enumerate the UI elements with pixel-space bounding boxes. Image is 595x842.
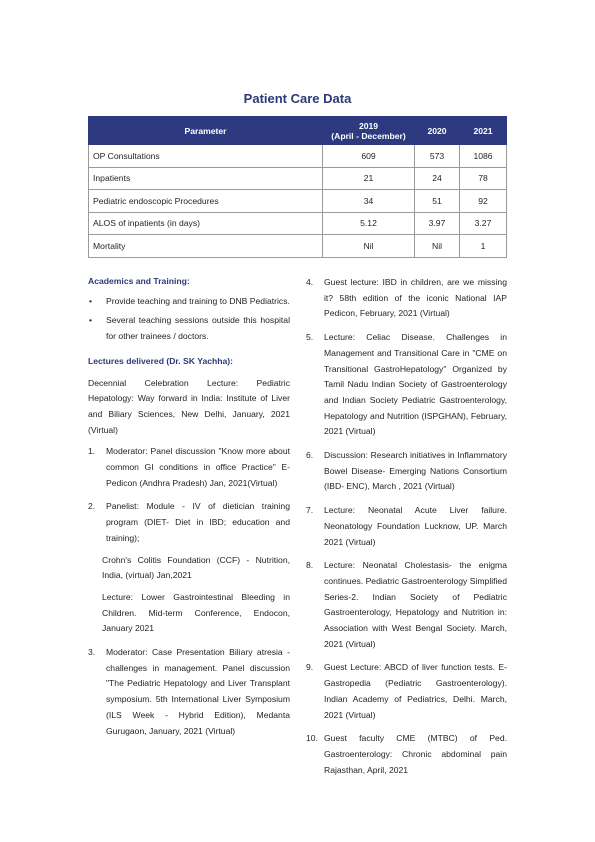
header-2019-range: (April - December) [331,130,406,141]
item-number: 9. [306,662,314,673]
list-item [306,448,507,495]
header-2019-year: 2019 [358,120,379,131]
item-number: 1. [88,446,96,457]
bullet-text: Provide teaching and training to DNB Pediatrics. [106,295,290,306]
item-number: 7. [306,505,314,516]
table-row [89,167,507,190]
item-text: Moderator: Case Presentation Biliary atresia - challenges in management. Panel discussion "The Pediatric Hepatology and Liver Transplant symposium. 5th International Liver Symposium (ILS Week - Hybrid Edition), Medanta Gurugaon, January, 2021 (Virtual) [106,647,290,736]
list-item [306,503,507,550]
item-sub-text: Lecture: Lower Gastrointestinal Bleeding in Children. Mid-term Conference, Endocon, January 2021 [102,591,290,634]
table-row [89,145,507,168]
cell-value: 92 [460,190,507,213]
header-2020: 2020 [415,117,460,145]
left-column [88,274,290,739]
item-sub-text: Crohn's Colitis Foundation (CCF) - Nutrition, India, (virtual) Jan,2021 [102,554,290,581]
item-text: Lecture: Neonatal Acute Liver failure. Neonatology Foundation Lucknow, UP. March 2021 (Virtual) [324,505,507,547]
item-number: 10. [306,733,318,744]
item-number: 2. [88,501,96,512]
academics-heading: Academics and Training: [88,276,190,286]
item-text: Panelist: Module - IV of dietician training program (DIET- Diet in IBD; education and training); [106,501,290,543]
cell-parameter: Inpatients [89,167,323,190]
lectures-intro: Decennial Celebration Lecture: Pediatric Hepatology: Way forward in India: Institute of Liver and Biliary Sciences, New Delhi, January, 2021 (Virtual) [88,377,290,435]
cell-parameter: OP Consultations [89,145,323,168]
item-text: Lecture: Neonatal Cholestasis- the enigma continues. Pediatric Gastroenterology Simplified Series-2. Indian Society of Pediatric Gastroenterology, Hepatology and Nutrition in: Association with West Bengal Society. March, 2021 (Virtual) [324,560,507,649]
list-item [306,275,507,322]
item-text: Lecture: Celiac Disease. Challenges in Management and Transitional Care in "CME on Transitional GastroHepatology" Organized by Tamil Nadu Indian Society of Gastroenterology and Indian Society Pediatric Gastroenterology, Hepatology and Nutrition (ISPGHAN), February, 2021 (Virtual) [324,332,507,437]
cell-value: Nil [323,235,415,258]
list-item [88,444,290,491]
table-row [89,212,507,235]
item-text: Guest faculty CME (MTBC) of Ped. Gastroenterology: Chronic abdominal pain Rajasthan, April, 2021 [324,733,507,775]
patient-care-table [88,116,507,258]
item-number: 6. [306,450,314,461]
list-item [306,660,507,723]
cell-value: 3.97 [415,212,460,235]
list-item [306,558,507,652]
table-row [89,235,507,258]
header-parameter: Parameter [89,117,323,145]
cell-value: 1 [460,235,507,258]
cell-value: 3.27 [460,212,507,235]
list-item [306,330,507,440]
cell-parameter: ALOS of inpatients (in days) [89,212,323,235]
item-number: 5. [306,332,314,343]
bullet-icon: • [89,295,93,306]
cell-parameter: Mortality [89,235,323,258]
cell-value: 34 [323,190,415,213]
item-text: Guest Lecture: ABCD of liver function tests. E-Gastropedia (Pediatric Gastroenterology). Indian Academy of Pediatrics, Delhi. March, 2021 (Virtual) [324,662,507,720]
cell-value: 51 [415,190,460,213]
list-item [88,294,290,310]
bullet-text: Several teaching sessions outside this hospital for other trainees / doctors. [106,315,290,342]
page-title: Patient Care Data [243,91,352,106]
cell-value: 5.12 [323,212,415,235]
header-2021: 2021 [460,117,507,145]
item-number: 8. [306,560,314,571]
cell-value: 573 [415,145,460,168]
list-item [88,499,290,546]
item-text: Discussion: Research initiatives in Inflammatory Bowel Disease- Emerging Nations Consortium (IBD- ENC), March , 2021 (Virtual) [324,450,507,492]
item-number: 3. [88,647,96,658]
item-number: 4. [306,277,314,287]
bullet-icon: • [89,315,93,326]
item-text: Moderator: Panel discussion "Know more about common GI conditions in office Practice" E- Pedicon (Andhra Pradesh) Jan, 2021(Virtual) [106,446,290,488]
table-header-row [89,117,507,145]
item-text: Guest lecture: IBD in children, are we missing it? 58th edition of the iconic National IAP Pedicon, February, 2021 (Virtual) [324,277,507,319]
cell-value: 78 [460,167,507,190]
lectures-heading: Lectures delivered (Dr. SK Yachha): [88,355,234,366]
header-2019 [323,117,415,145]
cell-value: 609 [323,145,415,168]
right-column [306,275,507,778]
cell-parameter: Pediatric endoscopic Procedures [89,190,323,213]
cell-value: 24 [415,167,460,190]
table-row [89,190,507,213]
list-item [88,313,290,344]
list-item [88,645,290,739]
list-item [306,731,507,778]
cell-value: 21 [323,167,415,190]
cell-value: 1086 [460,145,507,168]
cell-value: Nil [415,235,460,258]
